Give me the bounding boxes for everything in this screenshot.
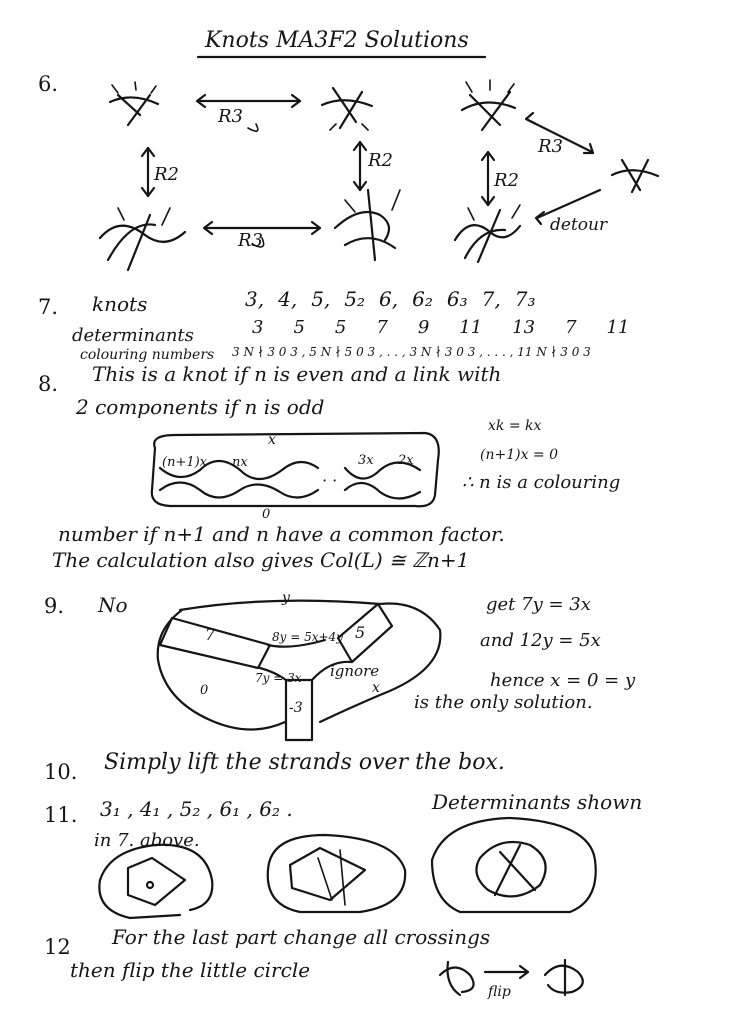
q12-number: 12: [44, 935, 71, 959]
q9-label-right: 5: [355, 623, 366, 642]
q7-determinant: 3: [252, 317, 264, 338]
q6-diagram-7: [455, 205, 520, 262]
q8-line2: 2 components if n is odd: [76, 395, 325, 419]
q6-diagram-3: [462, 80, 515, 130]
q9-eq3: hence x = 0 = y: [490, 670, 636, 691]
q8-label-l4: 2x: [398, 453, 414, 468]
q6-r2-right-label: R2: [494, 170, 520, 191]
q8-line1: This is a knot if n is even and a link with: [92, 362, 502, 386]
q10-text: Simply lift the strands over the box.: [104, 750, 505, 775]
q8-label-l2: nx: [232, 455, 248, 470]
q6-diagram-2: [322, 88, 372, 130]
q8-label-l1: (n+1)x: [162, 455, 208, 470]
q7-knot: 5₂: [344, 287, 366, 311]
q9-label-ignore: ignore: [330, 662, 380, 680]
q8-eq1: xk = kx: [488, 418, 542, 434]
q10-number: 10.: [44, 760, 78, 784]
q11-text2: in 7. above.: [94, 830, 200, 851]
q11-list: 3₁ , 4₁ , 5₂ , 6₁ , 6₂ .: [100, 797, 293, 821]
q7-knot: 7,: [481, 287, 501, 311]
page-title: Knots MA3F2 Solutions: [205, 28, 469, 53]
q7-knot: 5,: [311, 287, 331, 311]
q6-r3-bottom-label: R3: [238, 230, 264, 251]
q7-knot: 6,: [379, 287, 399, 311]
q9-number: 9.: [44, 594, 65, 618]
q8-label-dots: · ·: [322, 471, 338, 490]
q9-eq1: get 7y = 3x: [486, 594, 591, 615]
q7-knot: 7₃: [514, 287, 536, 311]
q11-text-right: Determinants shown: [432, 790, 643, 814]
q7-determinant: 9: [417, 317, 430, 338]
q6-diagram-4: [612, 160, 658, 192]
q9-label-top: y: [282, 590, 290, 606]
q6-detour-label: detour: [550, 215, 608, 235]
q7-determinant: 11: [606, 317, 630, 338]
q7-knot: 6₃: [446, 287, 468, 311]
q8-label-l3: 3x: [358, 453, 374, 468]
q9-eq2: and 12y = 5x: [480, 630, 601, 651]
q8-eq2: (n+1)x = 0: [480, 447, 559, 463]
q9-label-left-low: 7y = 3x: [255, 671, 302, 685]
q8-line3: number if n+1 and n have a common factor.: [58, 522, 505, 546]
q8-number: 8.: [38, 372, 59, 396]
q8-line4: The calculation also gives Col(L) ≅ ℤn+1: [52, 548, 470, 572]
q7-knots-row: [245, 287, 535, 311]
q7-determinant: 5: [334, 317, 347, 338]
q7-determinant: 11: [459, 317, 483, 338]
q7-determinant: 7: [565, 317, 577, 338]
q7-colouring-label: colouring numbers: [80, 347, 215, 363]
q7-knot: 6₂: [412, 287, 433, 311]
q6-diagram-1: [110, 82, 158, 125]
q7-knot: 4,: [278, 287, 298, 311]
q7-knots-label: knots: [92, 292, 148, 316]
q6-r2-mid-label: R2: [368, 150, 394, 171]
q8-label-bottom: 0: [262, 507, 271, 522]
q9-label-bottom-box: -3: [289, 700, 303, 716]
q8-label-top: x: [268, 432, 276, 448]
q9-label-left: 7: [205, 625, 216, 644]
q11-number: 11.: [44, 803, 78, 827]
q9-label-middle: 8y = 5x+4y: [272, 630, 343, 644]
q6-diagram-6: [335, 190, 400, 260]
q9-answer: No: [98, 593, 128, 617]
q12-flip-label: flip: [488, 984, 511, 1000]
q8-eq3: ∴ n is a colouring: [462, 472, 621, 493]
q9-label-lobe-right: x: [372, 680, 380, 696]
q7-colouring-values: 3 N ∤ 3 0 3 , 5 N ∤ 5 0 3 , . . , 3 N ∤ 3 0 3 , . . . , 11 N ∤ 3 0 3: [232, 345, 591, 359]
q7-determinants-row: [252, 317, 629, 338]
q6-r3-top-label: R3: [218, 106, 244, 127]
q12-line2: then flip the little circle: [70, 958, 311, 982]
q7-number: 7.: [38, 295, 59, 319]
q9-eq4: is the only solution.: [414, 692, 593, 713]
q9-label-lobe-left: 0: [200, 683, 209, 698]
q12-flip-diagram: [440, 960, 583, 995]
q6-diagram-5: [100, 208, 185, 270]
q7-determinant: 5: [293, 317, 305, 338]
q6-number: 6.: [38, 72, 59, 96]
q7-knot: 3,: [245, 287, 265, 311]
q7-determinant: 13: [512, 317, 536, 338]
q6-r2-left-label: R2: [154, 164, 180, 185]
q6-r3-diag-label: R3: [538, 136, 564, 157]
q7-determinant: 7: [376, 317, 388, 338]
q7-determinants-label: determinants: [72, 325, 194, 346]
q12-line1: For the last part change all crossings: [112, 925, 491, 949]
